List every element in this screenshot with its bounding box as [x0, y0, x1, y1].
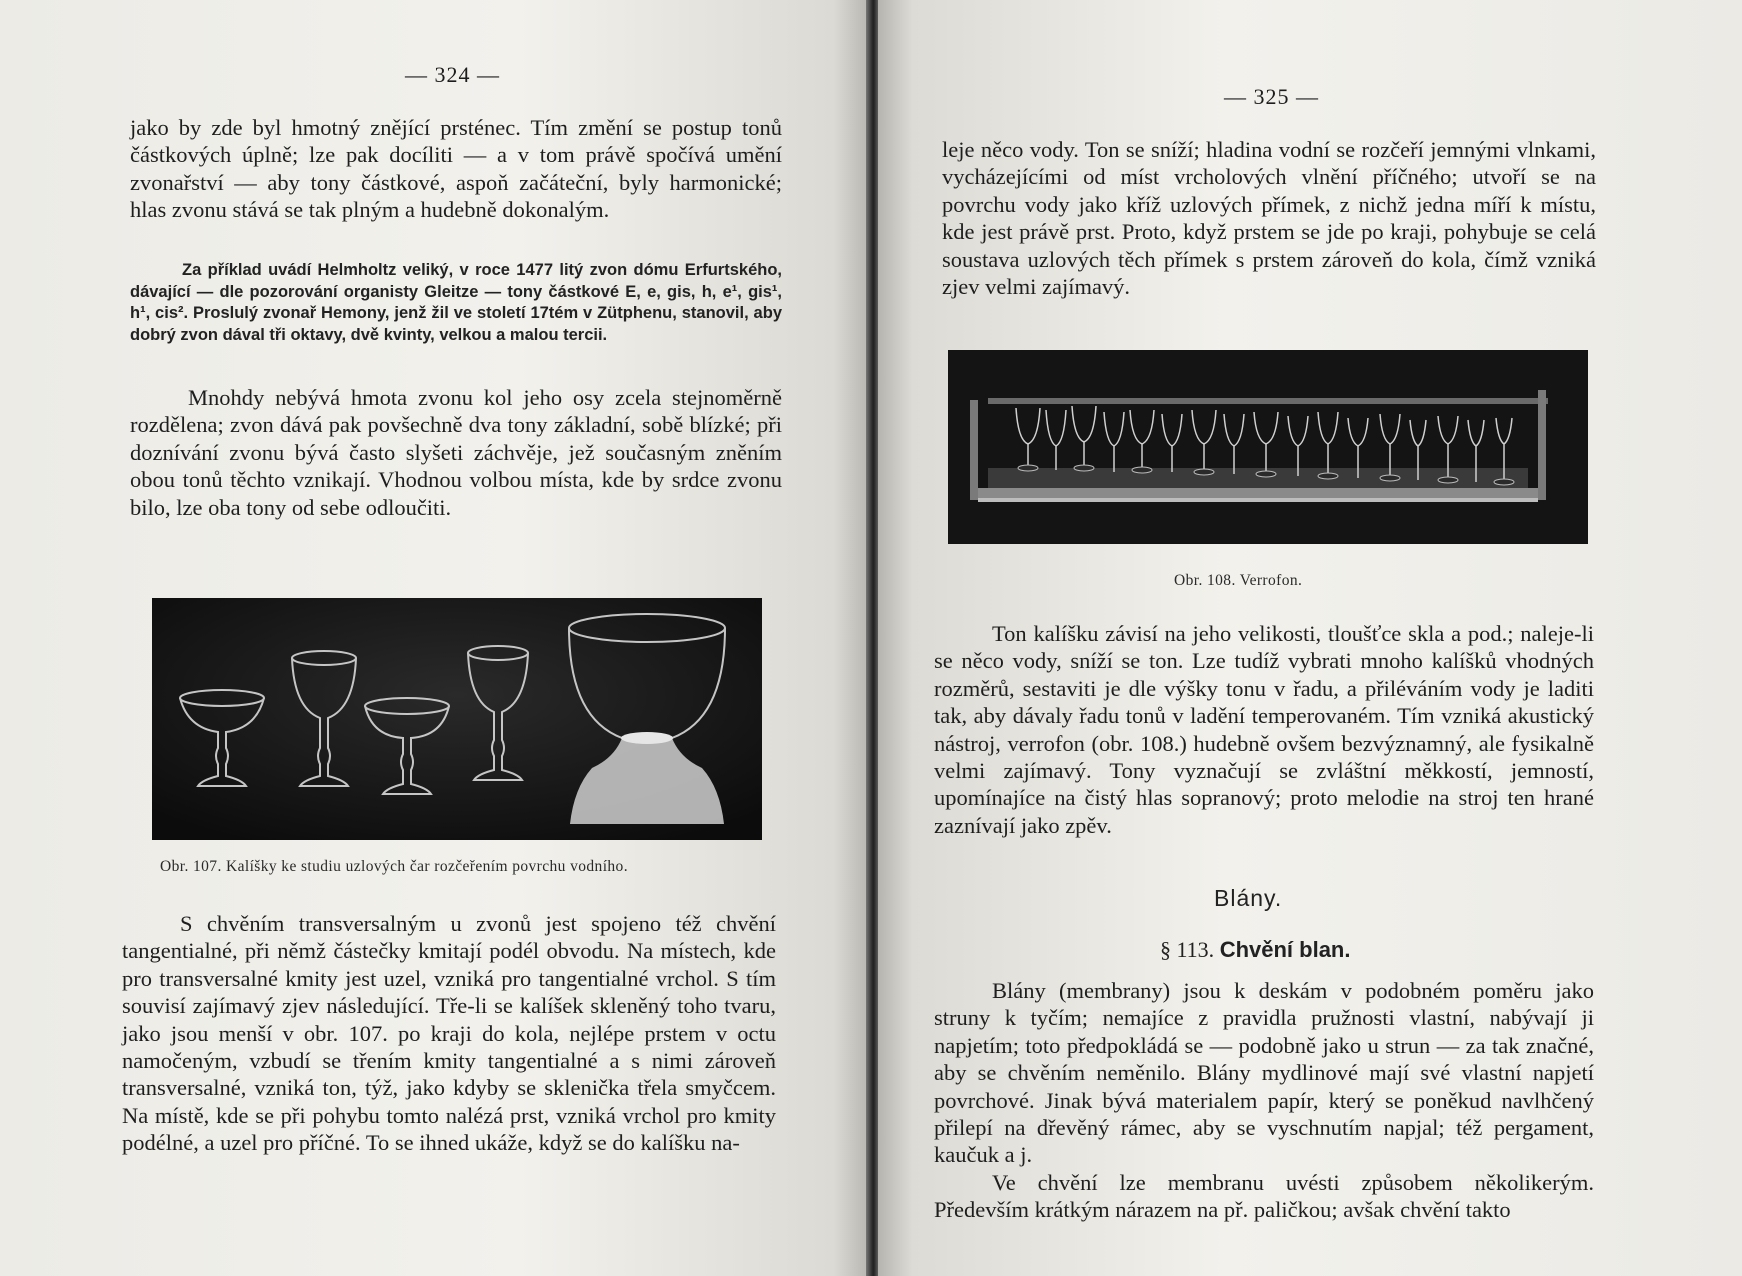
page-number: — 325 — — [1224, 84, 1319, 109]
figure-108-photo — [948, 350, 1588, 544]
left-page — [0, 0, 868, 1276]
body-paragraph — [934, 620, 1594, 839]
body-paragraph — [130, 114, 782, 224]
body-paragraph — [130, 384, 782, 521]
section-number: § 113. — [1160, 937, 1215, 962]
paragraph-text: Ton kalíšku závisí na jeho velikosti, tloušťce skla a pod.; naleje-li se něco vody, sníží se ton. Lze tudíž vybrati mnoho kalíšků vhodných rozměrů, sestaviti je dle výšky tonu v řadu, a přiléváním vody je laditi tak, aby dávaly řadu tonů v ladění temperovaném. Tím vzniká akustický nástroj, verrofon (obr. 108.) hudebně ovšem bezvýznamný, ale fysikalně velmi zajímavý. Tony vyznačují se zvláštní měkkostí, jemností, upomínajíce na čistý hlas sopranový; proto melodie na stroj ten hrané zaznívají jako zpěv. — [934, 621, 1594, 838]
section-heading — [1160, 937, 1350, 963]
body-paragraph — [122, 910, 776, 1157]
figure-107-photo — [152, 598, 762, 840]
figure-caption: Obr. 107. Kalíšky ke studiu uzlových čar rozčeřením povrchu vodního. — [160, 858, 628, 875]
figure-caption: Obr. 108. Verrofon. — [1174, 572, 1303, 589]
paragraph-text: Ve chvění lze membranu uvésti způsobem několikerým. Především krátkým nárazem na př. paličkou; avšak chvění takto — [934, 1169, 1594, 1223]
glass-goblets-illustration — [152, 598, 762, 840]
paragraph-text: jako by zde byl hmotný znějící prsténec. Tím změní se postup tonů částkových úplně; lze pak docíliti — a v tom právě spočívá umění zvonařství — aby tony částkové, aspoň začáteční, byly harmonické; hlas zvonu stává se tak plným a hudebně dokonalým. — [130, 115, 782, 223]
right-page — [878, 0, 1742, 1276]
verrofon-illustration — [948, 350, 1588, 544]
paragraph-text: Mnohdy nebývá hmota zvonu kol jeho osy zcela stejnoměrně rozdělena; zvon dává pak povšechně dva tony základní, sobě blízké; při doznívání zvonu bývá často slyšeti záchvěje, jež současným zněním obou tonů těchto vznikají. Vhodnou volbou místa, kde by srdce zvonu bilo, lze oba tony od sebe odloučiti. — [130, 385, 782, 520]
paragraph-text: Blány (membrany) jsou k deskám v podobném poměru jako struny k tyčím; nemajíce z pravidla pružnosti vlastní, nabývají ji napjetím; toto předpokládá se — podobně jako u strun — za tak značné, aby se chvěním neměnilo. Blány mydlinové mají své vlastní napjetí povrchové. Jinak bývá materialem papír, který se poněkud navlhčený přilepí na dřevěný rámec, aby se vyschnutím napjal; též pergament, kaučuk a j. — [934, 978, 1594, 1168]
paragraph-text: leje něco vody. Ton se sníží; hladina vodní se rozčeří jemnými vlnkami, vycházejícími od míst vrcholových vlnění příčného; utvoří se na povrchu vody jako kříž uzlových přímek, z nichž jedna míří k místu, kde jest právě prst. Proto, když prstem se jde po kraji, pohybuje se celá soustava uzlových těch přímek s prstem zároveň do kola, čímž vzniká zjev velmi zajímavý. — [942, 137, 1596, 300]
paragraph-text: S chvěním transversalným u zvonů jest spojeno též chvění tangentialné, při němž částečky kmitají podél obvodu. Na místech, kde pro transversalné kmity jest uzel, vzniká pro tangentialné vrchol. S tím souvisí zajímavý zjev následující. Tře-li se kalíšek skleněný toho tvaru, jako jsou menší v obr. 107. po kraji do kola, nejlépe prstem v octu namočeným, vzbudí se třením kmity tangentialné a s nimi zároveň transversalné, vzniká ton, týž, jako kdyby se sklenička třela smyčcem. Na místě, kde se při pohybu tomto nalézá prst, vzniká vrchol pro kmity podélné, a uzel pro příčné. To se ihned ukáže, když se do kalíšku na- — [122, 911, 776, 1156]
body-paragraph — [934, 977, 1594, 1224]
body-paragraph — [942, 136, 1596, 300]
page-number: — 324 — — [405, 62, 500, 87]
section-title: Chvění blan. — [1219, 937, 1351, 962]
chapter-heading: Blány. — [1214, 885, 1283, 911]
footnote-paragraph: Za příklad uvádí Helmholtz veliký, v roce 1477 litý zvon dómu Erfurtského, dávající — dle pozorování organisty Gleitze — tony částkové E, e, gis, h, e¹, gis¹, h¹, cis². Proslulý zvonař Hemony, jenž žil ve století 17tém v Zütphenu, stanovil, aby dobrý zvon dával tři oktavy, dvě kvinty, velkou a malou tercii. — [130, 261, 782, 344]
